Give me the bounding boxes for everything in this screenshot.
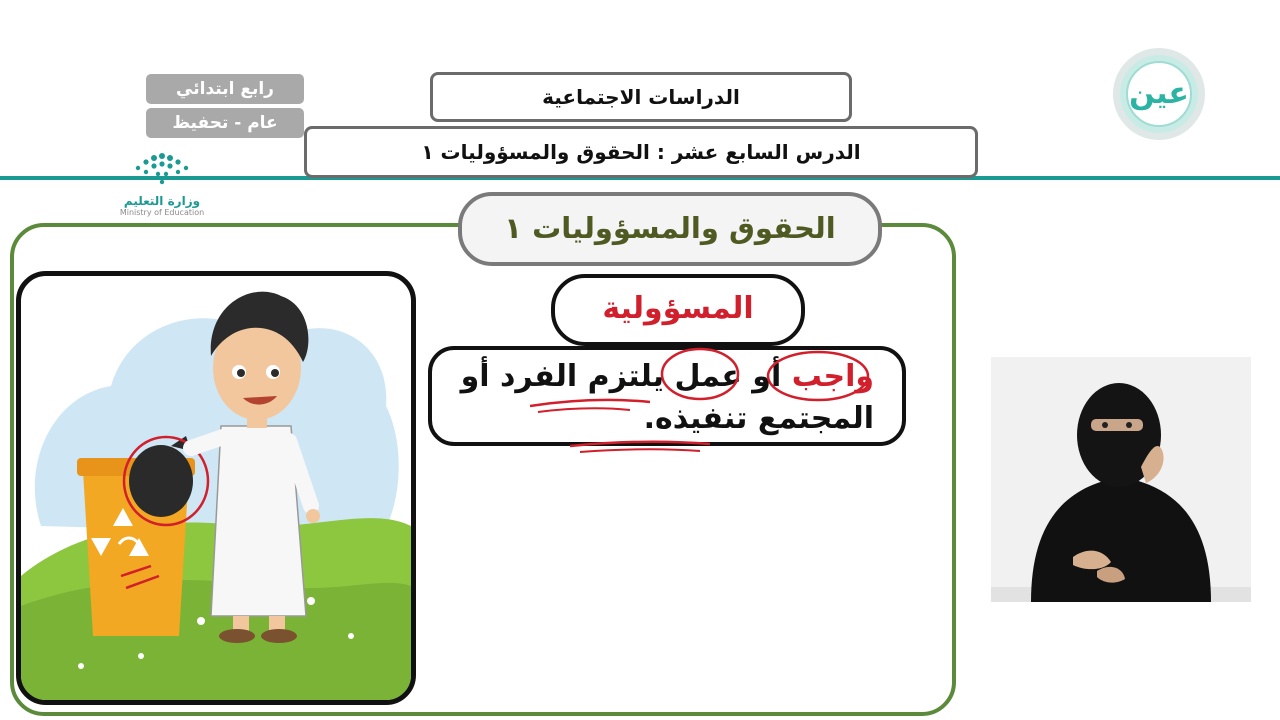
ministry-logo xyxy=(110,150,214,224)
ministry-emblem-icon xyxy=(110,150,214,190)
ein-logo-text: عين xyxy=(1129,76,1189,111)
interpreter-figure xyxy=(991,357,1251,602)
definition-line-1-rest: يلتزم الفرد أو xyxy=(460,359,664,394)
ministry-name-ar: وزارة التعليم xyxy=(123,194,201,208)
channel-logo xyxy=(1107,46,1211,142)
track-label: عام - تحفيظ xyxy=(146,108,304,138)
sign-language-video xyxy=(991,357,1251,602)
boy-recycling-illustration xyxy=(21,276,411,700)
lesson-subtitle: الدرس السابع عشر : الحقوق والمسؤوليات ١ xyxy=(304,126,978,178)
definition-word-duty: واجب xyxy=(791,359,874,394)
definition-word-or: أو xyxy=(752,359,782,394)
subject-title: الدراسات الاجتماعية xyxy=(430,72,852,122)
definition-line-2: المجتمع تنفيذه. xyxy=(643,401,874,436)
ministry-name-en: Ministry of Education xyxy=(119,208,205,217)
lesson-title: الحقوق والمسؤوليات ١ xyxy=(458,192,882,266)
definition-word-act: عمل xyxy=(674,359,742,394)
lesson-illustration xyxy=(16,271,416,705)
grade-label: رابع ابتدائي xyxy=(146,74,304,104)
term-title: المسؤولية xyxy=(551,274,805,346)
pen-annotations xyxy=(420,340,900,460)
